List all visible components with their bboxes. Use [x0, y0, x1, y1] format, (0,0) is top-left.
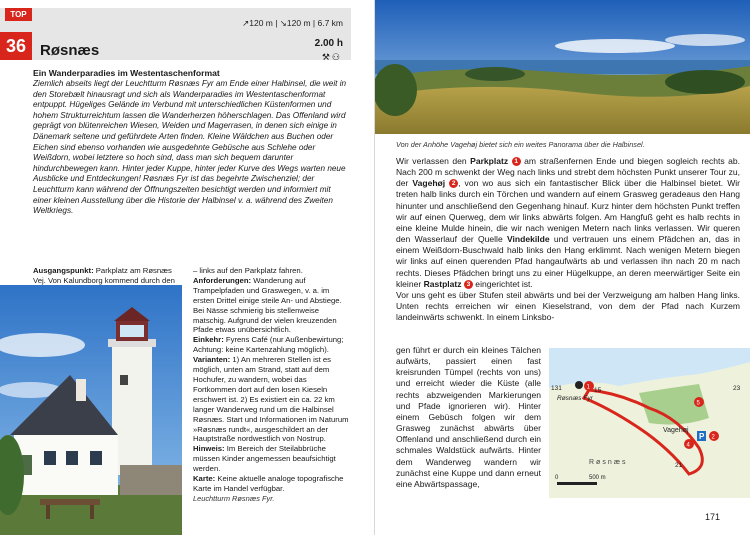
rastplatz-term: Rastplatz	[423, 278, 462, 289]
start-text: Parkplatz am Røsnæs Vej. Von Kalundborg kommend durch den	[33, 266, 175, 285]
route-text-7: gen führt er durch ein kleines Tälchen aufwärts, passiert einen fast kreisrunden Tümpel (rechts von uns) und erreicht wieder die Küste (alle rechts abzweigenden Markierungen und Pfade ignorieren wir). Hinter einem Gebüsch folgen wir dem Grasweg zunächst abwärts über Offenland und anschließend durch ein schmales Waldstück aufwärts. Hinter dem Wanderweg wandern wir zunächst eine Kuppe und dann erneut eine Abwärtspassage,	[396, 345, 541, 489]
page-number: 171	[705, 512, 721, 522]
hint-text: Im Bereich der Steilabbrüche müssen Kinder angemessen beaufsichtigt werden.	[193, 444, 336, 474]
variants-text: 1) An mehreren Stellen ist es möglich, unten am Strand, statt auf dem Hochufer, zu wandern, wobei das Fortkommen dort auf den losen Kieseln erschwert ist. 2) Es existiert ein ca. 22 km langer Wanderweg rund um die Halbinsel Røsnæs. Start und Informationen im Naturum »Røsnæs rundt«, ausgeschildert an der Hauptstraße nordwestlich von Nostrup.	[193, 355, 349, 444]
map-scale-0: 0	[555, 475, 559, 481]
waypoint-3-marker: 3	[464, 280, 473, 289]
route-description-narrow	[396, 345, 541, 490]
refreshment-text: Fyrens Café (nur Außenbewirtung; Achtung: keine Kartenzahlung möglich).	[193, 335, 344, 355]
route-text-6: Vor uns geht es über Stufen steil abwärts und bei der Verzweigung am halben Hang links. Unten rechts erreichen wir einen Kieselstrand, von dem der Pfad nach Kurzem landeinwärts schwenkt. In einem Linksbo-	[396, 289, 740, 323]
route-text-3: , von wo aus sich ein fantastischer Blick über die Halbinsel bietet. Wir treten halb links durch ein Törchen und wandern auf einem Grasweg geradeaus den Hang hinunter und anschließend den Gegenhang hinauf. Kurz hinter dem höchsten Punkt treffen wir auf einen Querweg, dem wir links abwärts folgen. Am Hangfuß geht es halb rechts in eine kleine Mulde hinein, die wir nach wenigen Metern nach links verlassen. Wir queren den Wasserlauf der Quelle	[396, 178, 741, 245]
requirements-label: Anforderungen:	[193, 275, 252, 285]
landscape-photo	[375, 0, 750, 134]
info-column	[193, 266, 351, 494]
route-description	[396, 156, 740, 323]
waypoint-2-marker: 2	[449, 179, 458, 188]
lighthouse-photo	[0, 285, 182, 535]
tour-duration: 2.00 h	[314, 38, 343, 49]
map-height-1: 131	[551, 385, 562, 392]
difficulty-icons	[322, 52, 342, 63]
landscape-caption: Von der Anhöhe Vagehøj bietet sich ein weites Panorama über die Halbinsel.	[396, 140, 645, 149]
hint-label: Hinweis:	[193, 444, 225, 454]
svg-text:1: 1	[586, 384, 590, 391]
map-height-4: 21	[675, 462, 683, 469]
parking-term: Parkplatz	[470, 156, 509, 166]
route-map	[549, 348, 750, 498]
map-label-fyr: Røsnæs Fyr	[557, 395, 593, 402]
start-label: Ausgangspunkt:	[33, 266, 94, 275]
map-height-3: 23	[733, 385, 741, 392]
route-text-1: Wir verlassen den	[396, 156, 471, 166]
vagehoj-term: Vagehøj	[412, 178, 446, 189]
tour-header	[0, 8, 351, 60]
route-text-4: und vertrauen uns einem Pfädchen an, das in einem Weißdorn-Buschwald halb links den Hang erklimmt. Nach wenigen Metern biegen wir links auf einen querenden Pfad hangaufwärts ab und verlassen ihn nach 20 m nach rechts. Dieses Pfädchen bringt uns zu einer Hügelkuppe, an deren meerwärtiger Seite ein kleiner	[396, 234, 740, 289]
route-text-2: am straßenfernen Ende und biegen sogleich rechts ab. Nach 200 m schwenkt der Weg nach links und strebt dem höchsten Punkt unserer Tour zu, der	[396, 156, 741, 189]
family-icon: ⚇	[331, 52, 342, 62]
svg-text:4: 4	[686, 442, 690, 449]
lighthouse-caption: Leuchtturm Røsnæs Fyr.	[193, 494, 275, 503]
tools-icon: ⚒	[321, 52, 332, 62]
vindekilde-term: Vindekilde	[507, 234, 550, 245]
route-text-5: eingerichtet ist.	[472, 278, 533, 289]
svg-text:5: 5	[696, 400, 700, 407]
intro-text: Ziemlich abseits liegt der Leuchtturm Røsnæs Fyr am Ende einer Halbinsel, die weit in den Storebælt hinausragt und sich als Wanderparadies im Westentaschenformat entpuppt. Hügeliges Gelände im Verbund mit unterschiedlichen Küstenformen und hohem Strukturreichtum lassen die Wanderherzen höherschlagen. Das Offenland wird geprägt von blütenreichen Wiesen, Weiden und Magerrasen, in denen sich einige in Dänemark seltene und geführdete Arten finden. Kleine Wäldchen aus Buchen oder Eichen sind ebenso vorhanden wie ausgedehnte Gebüsche aus Schlehe oder Weißdorn, wobei letztere so hoch sind, dass man sich bequem darunter hindurchbewegen kann. Hinter jeder Kuppe, hinter jeder Kurve des Wegs warten neue Ausblicke und Entdeckungen! Røsnæs Fyr ist das begehrte Zwischenziel; der Leuchtturm kann während der Öffnungszeiten besichtigt werden und informiert mit einer kleinen Ausstellung über die Historie der Halbinsel v. a. während des Zweiten Weltkriegs.	[33, 79, 347, 216]
requirements-text: Wanderung auf Trampelpfaden und Graswegen, v. a. im ersten Drittel einige steile An- und Abstiege. Bei Nässe schmierig bis stellenweise matschig. Aufgrund der vielen kreuzenden Pfade etwas unübersichtlich.	[193, 275, 342, 335]
map-scale-500: 500 m	[589, 475, 606, 481]
top-badge: TOP	[5, 8, 32, 21]
map-label: Karte:	[193, 474, 216, 484]
tour-number: 36	[0, 32, 32, 60]
refreshment-label: Einkehr:	[193, 335, 224, 345]
map-text: Keine aktuelle analoge topografische Karte im Handel verfügbar.	[193, 474, 344, 493]
intro-subtitle: Ein Wanderparadies im Westentaschenformat	[33, 68, 220, 78]
start-continued: – links auf den Parkplatz fahren.	[193, 266, 303, 275]
variants-label: Varianten:	[193, 355, 231, 365]
parking-symbol: P	[699, 432, 705, 441]
waypoint-1-marker: 1	[512, 157, 521, 166]
tour-stats: ↗120 m | ↘120 m | 6.7 km	[242, 18, 343, 28]
intro-block	[33, 68, 351, 217]
svg-text:2: 2	[711, 434, 715, 441]
tour-title: Røsnæs	[40, 42, 100, 59]
map-label-vagehoj: Vagehøj	[663, 427, 689, 434]
map-height-2: 15	[594, 387, 602, 394]
map-label-rosnaes: Røsnæs	[589, 459, 628, 466]
